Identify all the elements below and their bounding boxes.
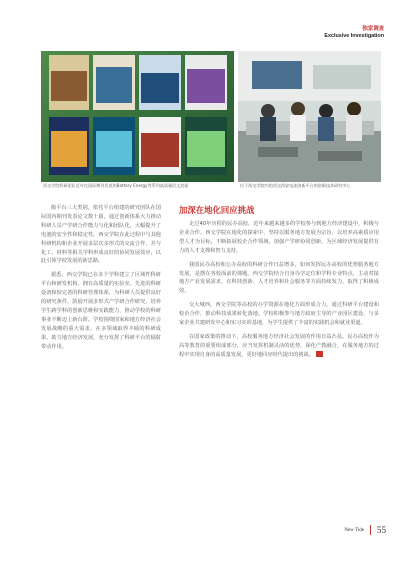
footer-divider <box>370 525 371 535</box>
right-paragraph: 走过40年历程的民办高校，近年来越来越多的学校参与到地方经济建设中，积极与企业合作。西交学院在地化的探索中，坚持以服务地方发展为宗旨，以培养高素质应用型人才为目标，不断拓展校企合作领域，加强产学研协同创新，为区域经济发展提供有力的人才支撑和智力支持。 <box>179 221 379 254</box>
left-paragraph: 据悉，西交学院已在多个学科建立了区域性科研平台和研发机构，拥有高质量的实验室、先进的科研设备和较完善的科研管理体系，为科研人员提供良好的研究条件，鼓励开展多形式产学研合作研究，培养学生跨学科的创新思维和实践能力，推动学校的科研事业不断迈上新台阶。学校围绕国家和地方经济社会发展战略的重大需求，在多领域取得丰硕的科研成果，助力地方经济发展，充分发挥了科研平台的辐射带动作用。 <box>41 272 161 350</box>
page-footer <box>344 525 386 535</box>
right-column <box>179 204 379 365</box>
caption-lab: 位于西交学院内的西交西安电池创新平台的创新技术研究中心 <box>240 183 351 188</box>
section-title-cn: 独家调查 <box>362 26 384 32</box>
right-paragraph-last <box>179 333 379 360</box>
right-paragraph: 我国民办高校和公办高校的科研合作日益增多，如何发挥民办高校的优势服务地方发展，是摆在各校面前的课题。西交学院结合自身办学定位和学科专业特点，主动对接地方产业发展需求，在科技创新、人才培养和社会服务等方面持续发力，取得了积极成效。 <box>179 261 379 295</box>
journal-covers-illustration <box>41 51 234 182</box>
section-heading: 加深在地化回应挑战 <box>179 205 255 215</box>
section-title-en: Exclusive Investigation <box>324 33 384 39</box>
section-header <box>324 26 384 40</box>
lab-illustration <box>238 51 381 182</box>
magazine-name: New Tide <box>344 528 364 534</box>
caption-journal-covers: 西交学院科研团队近年在国际期刊发表的Battery Energy等系列高质量论文封面 <box>43 183 189 188</box>
right-paragraph: 交大城西，西交学院等高校的办学资源在地化方面形成合力，通过科研平台建设和校企合作，推动科技成果转化落地。学校积极参与地方政府主导的产业园区建设，与多家企业共建研发中心和实习实训基地，为学生提供了丰富的实践机会和就业渠道。 <box>179 302 379 327</box>
right-paragraph-text: 在国家政策的推动下，高校服务地方经济社会发展的作用日益凸显。民办高校作为高等教育的重要组成部分，应当发挥机制灵活的优势，深化产教融合，在服务地方的过程中实现自身的高质量发展，更好地回应时代提出的挑战。 <box>179 333 379 358</box>
journal-covers-photo <box>41 51 234 182</box>
page-number: 55 <box>377 525 386 535</box>
left-column <box>41 204 161 357</box>
lab-photo <box>238 51 381 182</box>
left-paragraph: 级平台三大类别。依托平台组建的研究团队在国际国内期刊发表论文数十篇，通过创新体系大力推动科研人员产学研合作能力与化和团队化，大幅提升了电池的安全性和稳定性。西交学院在此过程中与其他科研机构和企业开展多层次多形式的交流合作，并与化工、材料等相关学科形成良好的协同发展效应，以此引领学校发展的新思路。 <box>41 205 161 265</box>
end-mark-icon <box>316 351 323 357</box>
